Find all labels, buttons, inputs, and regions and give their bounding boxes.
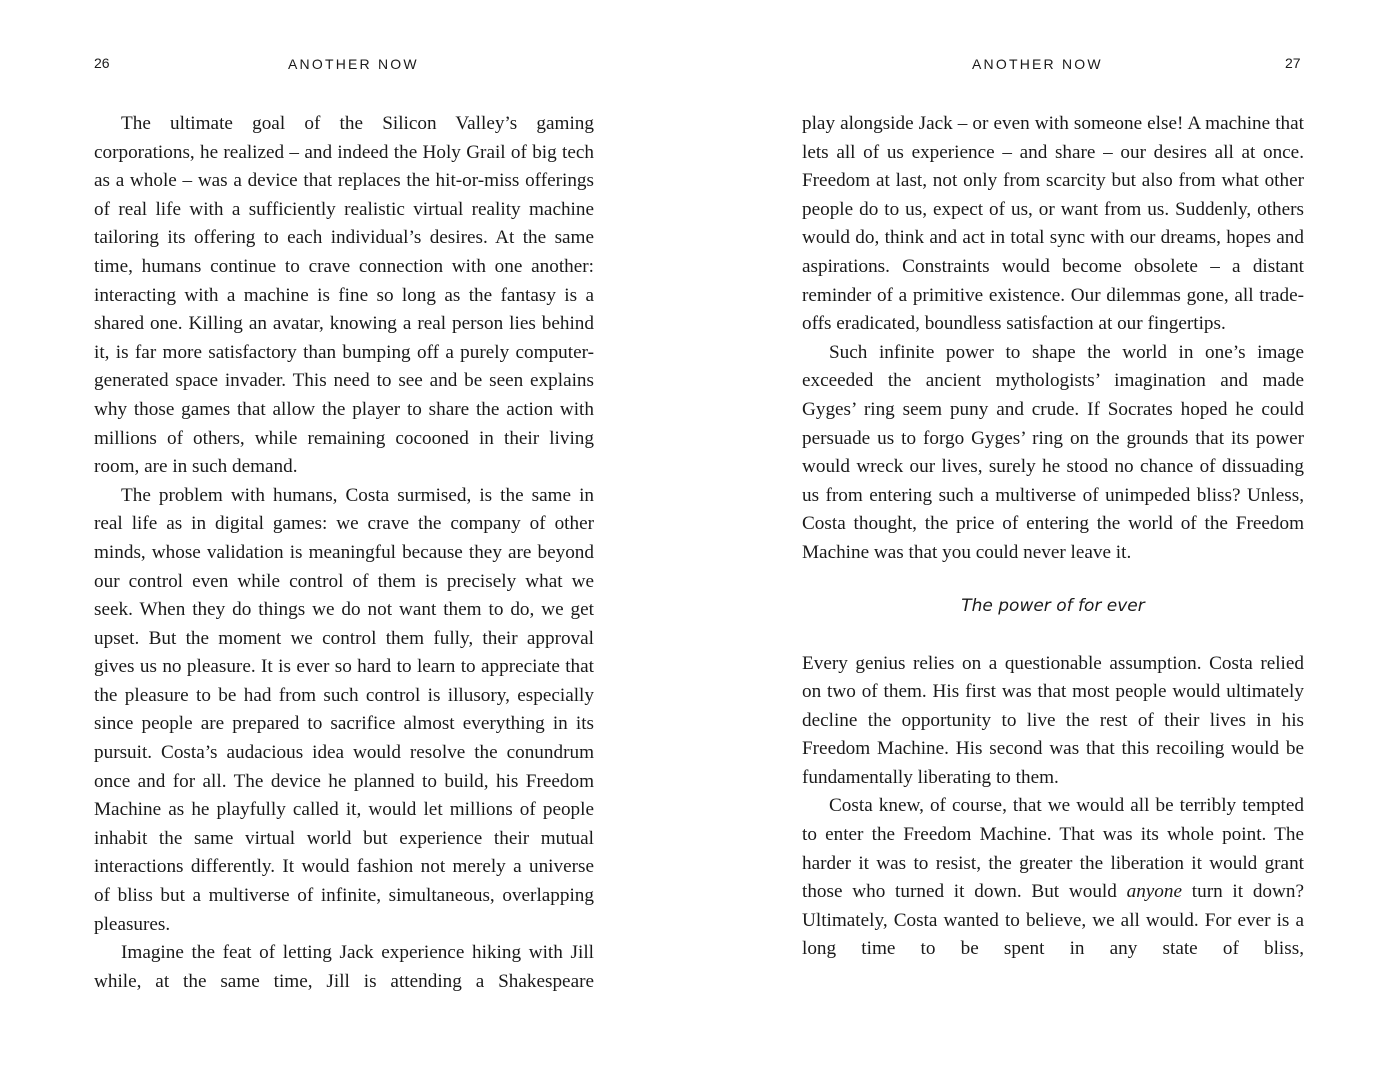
body-paragraph: Every genius relies on a questionable assumption. Costa relied on two of them. His first was that most people would ultimately decline the opportunity to live the rest of their lives in his Freedom Machine. His second was that this recoiling would be fundamentally liberating to them. bbox=[802, 652, 1304, 788]
page-number-left: 26 bbox=[94, 55, 110, 71]
body-paragraph bbox=[802, 792, 1304, 964]
right-page bbox=[698, 0, 1397, 1080]
page-number-right: 27 bbox=[1285, 55, 1301, 71]
emphasized-word: anyone bbox=[1126, 881, 1183, 903]
section-heading: The power of for ever bbox=[961, 595, 1145, 616]
body-paragraph: Such infinite power to shape the world in one’s image exceeded the ancient mythologists’ imagination and made Gyges’ ring seem puny and crude. If Socrates hoped he could persuade us to forgo Gyges’ ring on the grounds that its power would wreck our lives, surely he stood no chance of dissuading us from entering such a multiverse of unimpeded bliss? Unless, Costa thought, the price of entering the world of the Freedom Machine was that you could never leave it. bbox=[802, 341, 1304, 563]
body-paragraph: play alongside Jack – or even with someone else! A machine that lets all of us experience – and share – our desires all at once. Freedom at last, not only from scarcity but also from what other people do to us, expect of us, or want from us. Suddenly, others would do, think and act in total sync with our dreams, hopes and aspirations. Constraints would become obsolete – a distant reminder of a primitive existence. Our dilemmas gone, all trade-offs eradicated, boundless satisfaction at our fingertips. bbox=[802, 113, 1304, 335]
body-paragraph: The ultimate goal of the Silicon Valley’s gaming corporations, he realized – and indeed the Holy Grail of big tech as a whole – was a device that replaces the hit-or-miss offerings of real life with a sufficiently realistic virtual reality machine tailoring its offering to each individual’s desires. At the same time, humans continue to crave connection with one another: interacting with a machine is fine so long as the fantasy is a shared one. Killing an avatar, knowing a real person lies behind it, is far more satisfactory than bumping off a purely computer-generated space invader. This need to see and be seen explains why those games that allow the player to share the action with millions of others, while remaining cocooned in their living room, are in such demand. bbox=[94, 113, 594, 478]
body-paragraph: The problem with humans, Costa surmised, is the same in real life as in digital games: we crave the company of other minds, whose validation is meaningful because they are beyond our control even while control of them is precisely what we seek. When they do things we do not want them to do, we get upset. But the moment we control them fully, their approval gives us no pleasure. It is ever so hard to learn to appreciate that the pleasure to be had from such control is illusory, especially since people are prepared to sacrifice almost everything in its pursuit. Costa’s audacious idea would resolve the conundrum once and for all. The device he planned to build, his Freedom Machine as he playfully called it, would let millions of people inhabit the same virtual world but experience their mutual interactions differently. It would fashion not merely a universe of bliss but a multiverse of infinite, simultaneous, overlapping pleasures. bbox=[94, 484, 594, 935]
left-page bbox=[0, 0, 698, 1080]
left-page-body bbox=[94, 110, 594, 996]
right-page-body bbox=[802, 110, 1304, 964]
body-paragraph: Imagine the feat of letting Jack experience hiking with Jill while, at the same time, Jill is attending a Shakespeare bbox=[94, 942, 594, 992]
paragraph-text: turn it down? Ultimately, Costa wanted to believe, we all would. For ever is a long time to be spent in any state of bliss, bbox=[802, 881, 1304, 960]
paragraph-text: Costa knew, of course, that we would all be terribly tempted to enter the Freedom Machine. That was its whole point. The harder it was to resist, the greater the liberation it would grant those who turned it down. But would bbox=[802, 795, 1304, 903]
running-head-left: ANOTHER NOW bbox=[288, 56, 419, 72]
running-head-right: ANOTHER NOW bbox=[972, 56, 1103, 72]
